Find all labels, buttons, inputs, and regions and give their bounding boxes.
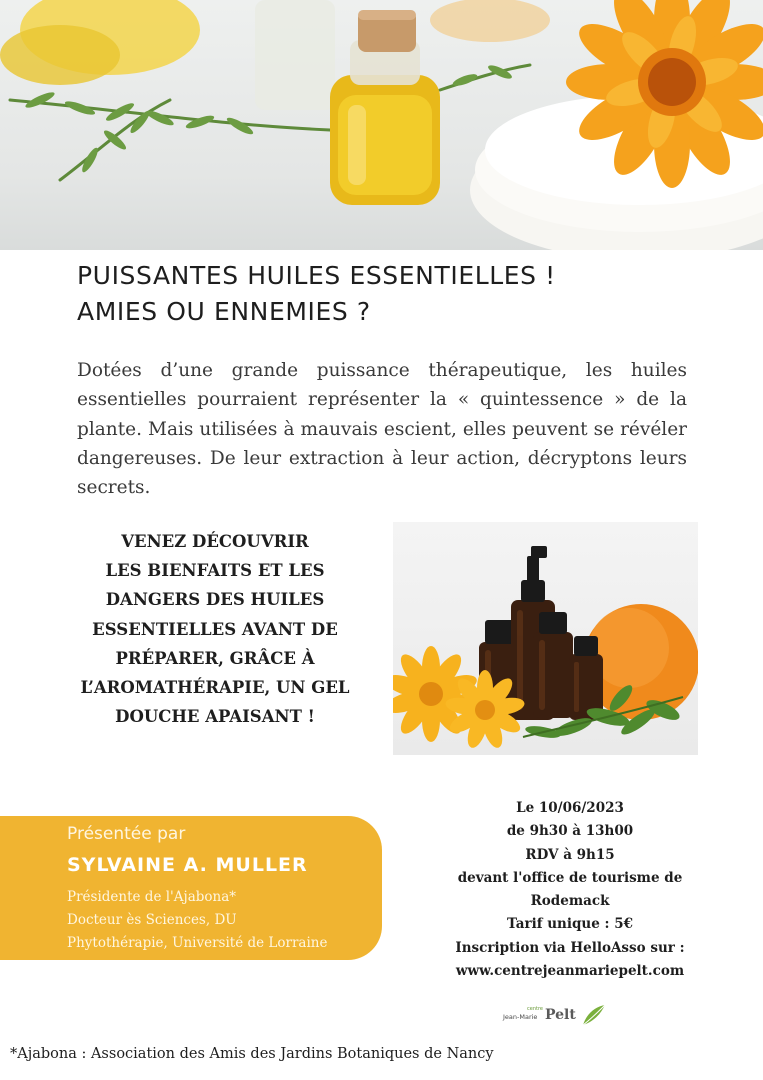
title-line-2: AMIES OU ENNEMIES ? <box>77 297 371 326</box>
event-price: Tarif unique : 5€ <box>506 916 634 933</box>
presenter-label: Présentée par <box>67 824 186 844</box>
event-registration: Inscription via HelloAsso sur : <box>455 939 685 956</box>
cta-line: VENEZ DÉCOUVRIR <box>121 532 309 551</box>
presenter-name: SYLVAINE A. MULLER <box>67 854 308 876</box>
cta-line: DANGERS DES HUILES <box>105 590 325 610</box>
presenter-role: Docteur ès Sciences, DU <box>67 912 237 928</box>
cta-line: PRÉPARER, GRÂCE À <box>115 648 315 668</box>
cta-line: LES BIENFAITS ET LES <box>105 561 325 581</box>
cta-line: L’AROMATHÉRAPIE, UN GEL <box>80 678 350 698</box>
leaf-icon <box>581 1003 607 1029</box>
presenter-card <box>0 816 382 960</box>
event-date: Le 10/06/2023 <box>516 800 624 816</box>
footnote: *Ajabona : Association des Amis des Jardins Botaniques de Nancy <box>10 1046 494 1062</box>
presenter-role: Phytothérapie, Université de Lorraine <box>67 935 328 951</box>
title-line-1: PUISSANTES HUILES ESSENTIELLES ! <box>77 261 556 290</box>
event-website-link[interactable]: www.centrejeanmariepelt.com <box>455 963 685 980</box>
intro-paragraph: Dotées d’une grande puissance thérapeutique, les huiles essentielles pourraient représenter la « quintessence » de la plante. Mais utilisées à mauvais escient, elles peuvent se révéler dangereuses. De leur extraction à leur action, décryptons leurs secrets. <box>77 360 687 499</box>
hero-photo <box>0 0 763 250</box>
logo-last-name: Pelt <box>545 1007 576 1023</box>
centre-logo <box>503 1003 607 1029</box>
event-info <box>415 797 725 983</box>
event-town: Rodemack <box>530 893 610 910</box>
logo-centre-text: centre <box>527 1006 543 1012</box>
presenter-role: Présidente de l'Ajabona* <box>67 889 237 905</box>
essential-oils-photo <box>393 522 698 755</box>
event-meeting-time: RDV à 9h15 <box>525 846 615 863</box>
page-title <box>77 258 717 330</box>
call-to-action <box>55 527 375 731</box>
event-location: devant l'office de tourisme de <box>457 869 683 886</box>
logo-first-name: Jean-Marie <box>503 1013 538 1021</box>
event-time: de 9h30 à 13h00 <box>506 823 634 840</box>
cta-line: ESSENTIELLES AVANT DE <box>92 619 338 639</box>
presenter-roles <box>67 886 327 955</box>
cta-line: DOUCHE APAISANT ! <box>115 707 315 727</box>
